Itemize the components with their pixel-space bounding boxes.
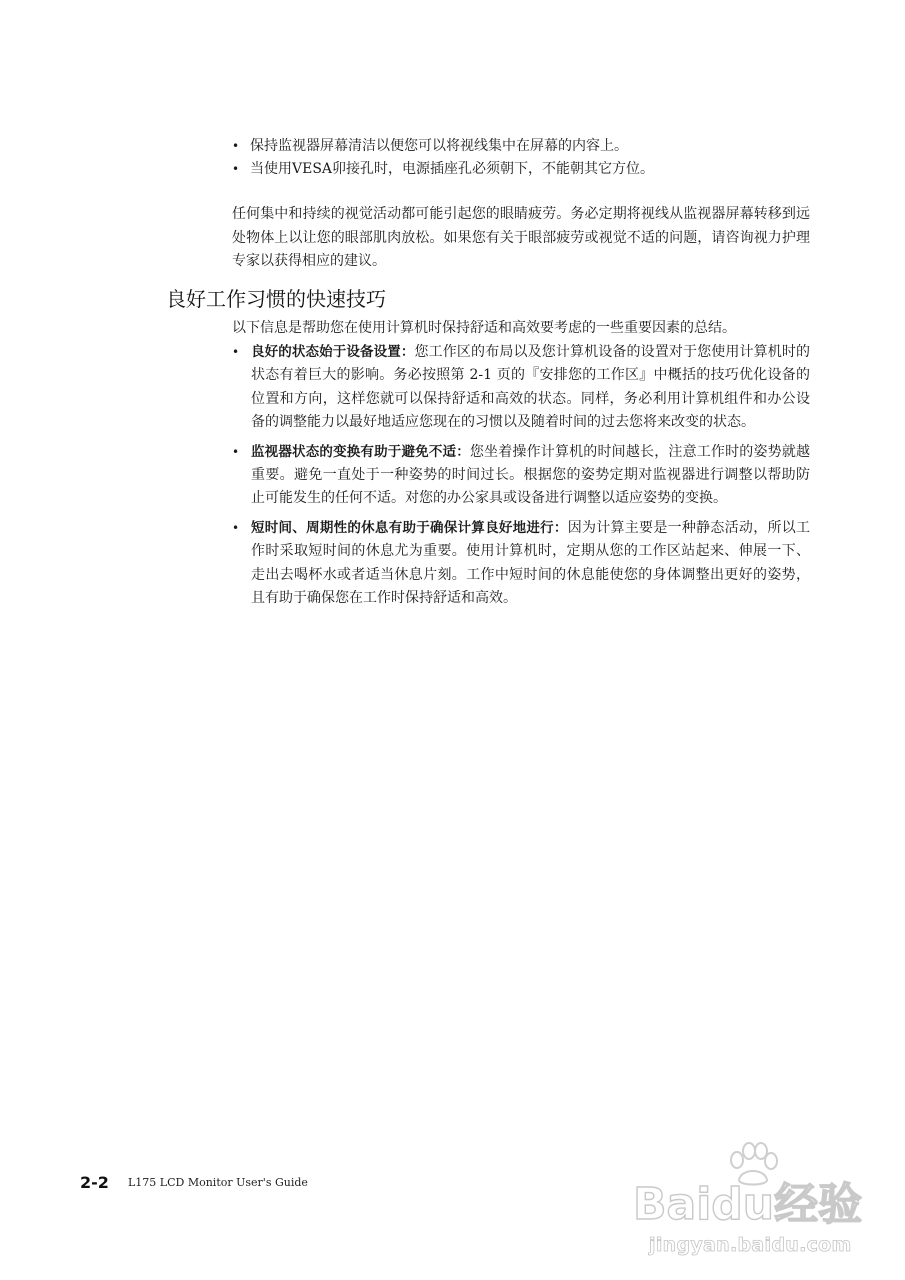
tip-body: 您工作区的布局以及您计算机设备的设置对于您使用计算机时的状态有着巨大的影响。务必按照第 2-1 页的『安排您的工作区』中概括的技巧优化设备的位置和方向，这样您就可以保持舒适和高效的状态。同样，务必利用计算机组件和办公设备的调整能力以最好地适应您现在的习惯以及随着时间的过去您将来改变的状态。 bbox=[251, 344, 811, 431]
list-item bbox=[232, 135, 832, 158]
bullet-text: 保持监视器屏幕清洁以便您可以将视线集中在屏幕的内容上。 bbox=[250, 138, 628, 154]
tip-item bbox=[232, 517, 810, 611]
document-title: L175 LCD Monitor User's Guide bbox=[128, 1176, 308, 1189]
watermark bbox=[633, 1142, 883, 1272]
bullet-icon: • bbox=[232, 139, 240, 153]
tip-body: 您坐着操作计算机的时间越长，注意工作时的姿势就越重要。避免一直处于一种姿势的时间过长。根据您的姿势定期对监视器进行调整以帮助防止可能发生的任何不适。对您的办公家具或设备进行调整以适应姿势的变换。 bbox=[251, 443, 811, 507]
bullet-icon: • bbox=[232, 162, 240, 176]
tip-item bbox=[232, 441, 810, 511]
page-number: 2-2 bbox=[80, 1173, 109, 1192]
eye-fatigue-paragraph: 任何集中和持续的视觉活动都可能引起您的眼睛疲劳。务必定期将视线从监视器屏幕转移到远处物体上以让您的眼部肌肉放松。如果您有关于眼部疲劳或视觉不适的问题，请咨询视力护理专家以获得相应的建议。 bbox=[232, 206, 810, 269]
tip-title: 监视器状态的变换有助于避免不适： bbox=[251, 443, 470, 460]
bullet-icon: • bbox=[232, 444, 240, 459]
tips-list bbox=[232, 341, 810, 616]
section-intro: 以下信息是帮助您在使用计算机时保持舒适和高效要考虑的一些重要因素的总结。 bbox=[232, 320, 736, 336]
bullet-icon: • bbox=[232, 345, 240, 359]
watermark-brand: Baidu经验 bbox=[633, 1179, 863, 1230]
tip-title: 良好的状态始于设备设置： bbox=[251, 344, 415, 360]
bullet-text: 当使用VESA卯接孔时，电源插座孔必须朝下，不能朝其它方位。 bbox=[250, 161, 655, 177]
list-item bbox=[232, 158, 832, 181]
bullet-icon: • bbox=[232, 520, 240, 535]
tip-title: 短时间、周期性的休息有助于确保计算良好地进行： bbox=[251, 519, 568, 536]
tip-item bbox=[232, 341, 810, 435]
section-heading: 良好工作习惯的快速技巧 bbox=[166, 287, 386, 311]
top-bullet-list bbox=[232, 135, 832, 181]
watermark-url: jingyan.baidu.com bbox=[649, 1234, 852, 1256]
tip-body: 因为计算主要是一种静态活动，所以工作时采取短时间的休息尤为重要。使用计算机时，定期从您的工作区站起来、伸展一下、走出去喝杯水或者适当休息片刻。工作中短时间的休息能使您的身体调整出更好的姿势，且有助于确保您在工作时保持舒适和高效。 bbox=[251, 519, 811, 607]
